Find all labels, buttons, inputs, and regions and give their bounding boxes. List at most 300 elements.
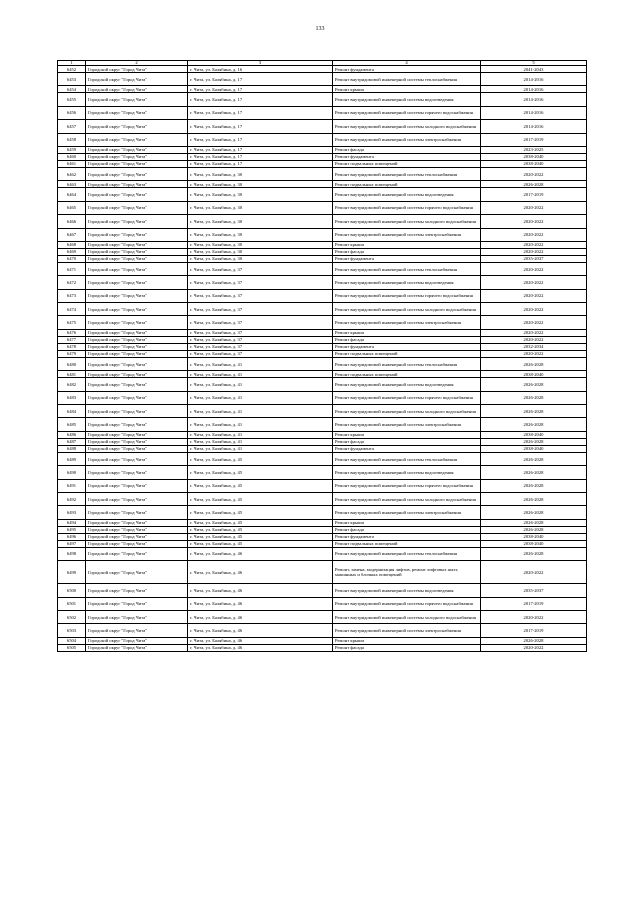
municipality-cell: Городской округ "Город Чита" xyxy=(86,167,188,180)
work-type-cell: Ремонт фасада xyxy=(333,146,481,153)
period-cell: 2020-2022 xyxy=(481,289,587,302)
municipality-cell: Городской округ "Город Чита" xyxy=(86,248,188,255)
period-cell: 2026-2028 xyxy=(481,391,587,404)
table-row xyxy=(58,561,587,584)
period-cell: 2014-2016 xyxy=(481,120,587,133)
period-cell: 2020-2022 xyxy=(481,241,587,248)
table-row xyxy=(58,241,587,248)
period-cell: 2014-2016 xyxy=(481,86,587,93)
row-number-cell: 6475 xyxy=(58,316,86,329)
work-type-cell: Ремонт крыши xyxy=(333,329,481,336)
period-cell: 2020-2022 xyxy=(481,329,587,336)
address-cell: г. Чита, ул. Балябина, д. 41 xyxy=(188,431,333,438)
table-row xyxy=(58,350,587,357)
table-row xyxy=(58,146,587,153)
table-row xyxy=(58,584,587,597)
row-number-cell: 6493 xyxy=(58,506,86,519)
period-cell: 2026-2028 xyxy=(481,466,587,479)
municipality-cell: Городской округ "Город Чита" xyxy=(86,255,188,262)
row-number-cell: 6468 xyxy=(58,241,86,248)
municipality-cell: Городской округ "Город Чита" xyxy=(86,316,188,329)
municipality-cell: Городской округ "Город Чита" xyxy=(86,262,188,275)
work-type-cell: Ремонт подвальных помещений xyxy=(333,540,481,547)
period-cell: 2020-2022 xyxy=(481,316,587,329)
column-header-3: 3 xyxy=(188,61,333,66)
table-row xyxy=(58,637,587,644)
period-cell: 2020-2022 xyxy=(481,262,587,275)
address-cell: г. Чита, ул. Балябина, д. 30 xyxy=(188,201,333,214)
column-header-2: 2 xyxy=(86,61,188,66)
work-type-cell: Ремонт внутридомовой инженерной системы горячего водоснабжения xyxy=(333,479,481,492)
work-type-cell: Ремонт внутридомовой инженерной системы водоотведения xyxy=(333,188,481,201)
table-row xyxy=(58,466,587,479)
municipality-cell: Городской округ "Город Чита" xyxy=(86,597,188,610)
address-cell: г. Чита, ул. Балябина, д. 45 xyxy=(188,452,333,465)
row-number-cell: 6470 xyxy=(58,255,86,262)
address-cell: г. Чита, ул. Балябина, д. 17 xyxy=(188,93,333,106)
period-cell: 2041-2043 xyxy=(481,66,587,73)
work-type-cell: Ремонт внутридомовой инженерной системы теплоснабжения xyxy=(333,547,481,560)
municipality-cell: Городской округ "Город Чита" xyxy=(86,303,188,316)
address-cell: г. Чита, ул. Балябина, д. 37 xyxy=(188,303,333,316)
table-row xyxy=(58,547,587,560)
period-cell: 2020-2022 xyxy=(481,167,587,180)
work-type-cell: Ремонт подвальных помещений xyxy=(333,160,481,167)
address-cell: г. Чита, ул. Балябина, д. 45 xyxy=(188,506,333,519)
address-cell: г. Чита, ул. Балябина, д. 41 xyxy=(188,371,333,378)
municipality-cell: Городской округ "Город Чита" xyxy=(86,215,188,228)
row-number-cell: 6489 xyxy=(58,452,86,465)
row-number-cell: 6482 xyxy=(58,378,86,391)
work-type-cell: Ремонт фасада xyxy=(333,336,481,343)
table-row xyxy=(58,303,587,316)
table-row xyxy=(58,153,587,160)
period-cell: 2026-2028 xyxy=(481,438,587,445)
period-cell: 2014-2016 xyxy=(481,73,587,86)
municipality-cell: Городской округ "Город Чита" xyxy=(86,540,188,547)
municipality-cell: Городской округ "Город Чита" xyxy=(86,146,188,153)
work-type-cell: Ремонт внутридомовой инженерной системы горячего водоснабжения xyxy=(333,597,481,610)
address-cell: г. Чита, ул. Балябина, д. 30 xyxy=(188,241,333,248)
row-number-cell: 6465 xyxy=(58,201,86,214)
work-type-cell: Ремонт крыши xyxy=(333,637,481,644)
page-number: 133 xyxy=(315,26,325,32)
municipality-cell: Городской округ "Город Чита" xyxy=(86,561,188,584)
municipality-cell: Городской округ "Город Чита" xyxy=(86,66,188,73)
address-cell: г. Чита, ул. Балябина, д. 41 xyxy=(188,438,333,445)
municipality-cell: Городской округ "Город Чита" xyxy=(86,610,188,623)
row-number-cell: 6490 xyxy=(58,466,86,479)
address-cell: г. Чита, ул. Балябина, д. 45 xyxy=(188,492,333,505)
table-row xyxy=(58,160,587,167)
period-cell: 2038-2040 xyxy=(481,153,587,160)
table-row xyxy=(58,597,587,610)
row-number-cell: 6484 xyxy=(58,405,86,418)
municipality-cell: Городской округ "Город Чита" xyxy=(86,644,188,651)
municipality-cell: Городской округ "Город Чита" xyxy=(86,492,188,505)
row-number-cell: 6462 xyxy=(58,167,86,180)
table-row xyxy=(58,452,587,465)
work-type-cell: Ремонт внутридомовой инженерной системы электроснабжения xyxy=(333,228,481,241)
period-cell: 2038-2040 xyxy=(481,533,587,540)
row-number-cell: 6476 xyxy=(58,329,86,336)
table-row xyxy=(58,371,587,378)
row-number-cell: 6494 xyxy=(58,519,86,526)
work-type-cell: Ремонт внутридомовой инженерной системы теплоснабжения xyxy=(333,167,481,180)
work-type-cell: Ремонт крыши xyxy=(333,241,481,248)
row-number-cell: 6505 xyxy=(58,644,86,651)
period-cell: 2017-2019 xyxy=(481,624,587,637)
period-cell: 2020-2022 xyxy=(481,303,587,316)
address-cell: г. Чита, ул. Балябина, д. 46 xyxy=(188,624,333,637)
period-cell: 2014-2016 xyxy=(481,106,587,119)
table-row xyxy=(58,526,587,533)
municipality-cell: Городской округ "Город Чита" xyxy=(86,637,188,644)
work-type-cell: Ремонт внутридомовой инженерной системы водоотведения xyxy=(333,584,481,597)
municipality-cell: Городской округ "Город Чита" xyxy=(86,133,188,146)
work-type-cell: Ремонт, замена, модернизация лифтов, ремонт лифтовых шахт, машинных и блочных помещений xyxy=(333,561,481,584)
row-number-cell: 6492 xyxy=(58,492,86,505)
table-row xyxy=(58,316,587,329)
address-cell: г. Чита, ул. Балябина, д. 41 xyxy=(188,405,333,418)
municipality-cell: Городской округ "Город Чита" xyxy=(86,466,188,479)
municipality-cell: Городской округ "Город Чита" xyxy=(86,329,188,336)
row-number-cell: 6504 xyxy=(58,637,86,644)
address-cell: г. Чита, ул. Балябина, д. 17 xyxy=(188,106,333,119)
table-row xyxy=(58,215,587,228)
table-row xyxy=(58,73,587,86)
address-cell: г. Чита, ул. Балябина, д. 17 xyxy=(188,120,333,133)
table-row xyxy=(58,343,587,350)
work-type-cell: Ремонт крыши xyxy=(333,431,481,438)
address-cell: г. Чита, ул. Балябина, д. 30 xyxy=(188,167,333,180)
work-type-cell: Ремонт внутридомовой инженерной системы холодного водоснабжения xyxy=(333,215,481,228)
address-cell: г. Чита, ул. Балябина, д. 45 xyxy=(188,540,333,547)
address-cell: г. Чита, ул. Балябина, д. 30 xyxy=(188,255,333,262)
work-type-cell: Ремонт крыши xyxy=(333,519,481,526)
address-cell: г. Чита, ул. Балябина, д. 46 xyxy=(188,547,333,560)
address-cell: г. Чита, ул. Балябина, д. 17 xyxy=(188,73,333,86)
table-row xyxy=(58,533,587,540)
table-row xyxy=(58,228,587,241)
row-number-cell: 6486 xyxy=(58,431,86,438)
column-header-1: 1 xyxy=(58,61,86,66)
row-number-cell: 6483 xyxy=(58,391,86,404)
work-type-cell: Ремонт фасада xyxy=(333,526,481,533)
period-cell: 2026-2028 xyxy=(481,519,587,526)
address-cell: г. Чита, ул. Балябина, д. 30 xyxy=(188,188,333,201)
work-type-cell: Ремонт подвальных помещений xyxy=(333,181,481,188)
row-number-cell: 6491 xyxy=(58,479,86,492)
work-type-cell: Ремонт внутридомовой инженерной системы холодного водоснабжения xyxy=(333,303,481,316)
address-cell: г. Чита, ул. Балябина, д. 17 xyxy=(188,133,333,146)
period-cell: 2026-2028 xyxy=(481,479,587,492)
period-cell: 2038-2040 xyxy=(481,540,587,547)
work-type-cell: Ремонт фундамента xyxy=(333,153,481,160)
municipality-cell: Городской округ "Город Чита" xyxy=(86,378,188,391)
address-cell: г. Чита, ул. Балябина, д. 46 xyxy=(188,561,333,584)
table-row xyxy=(58,418,587,431)
row-number-cell: 6453 xyxy=(58,73,86,86)
municipality-cell: Городской округ "Город Чита" xyxy=(86,533,188,540)
row-number-cell: 6474 xyxy=(58,303,86,316)
table-row xyxy=(58,405,587,418)
work-type-cell: Ремонт внутридомовой инженерной системы водоотведения xyxy=(333,466,481,479)
municipality-cell: Городской округ "Город Чита" xyxy=(86,86,188,93)
work-type-cell: Ремонт внутридомовой инженерной системы водоотведения xyxy=(333,276,481,289)
work-type-cell: Ремонт фундамента xyxy=(333,255,481,262)
municipality-cell: Городской округ "Город Чита" xyxy=(86,519,188,526)
address-cell: г. Чита, ул. Балябина, д. 46 xyxy=(188,597,333,610)
row-number-cell: 6458 xyxy=(58,133,86,146)
row-number-cell: 6452 xyxy=(58,66,86,73)
row-number-cell: 6469 xyxy=(58,248,86,255)
table-row xyxy=(58,133,587,146)
work-type-cell: Ремонт внутридомовой инженерной системы теплоснабжения xyxy=(333,262,481,275)
address-cell: г. Чита, ул. Балябина, д. 30 xyxy=(188,215,333,228)
row-number-cell: 6480 xyxy=(58,357,86,370)
work-type-cell: Ремонт фундамента xyxy=(333,343,481,350)
row-number-cell: 6479 xyxy=(58,350,86,357)
address-cell: г. Чита, ул. Балябина, д. 46 xyxy=(188,584,333,597)
municipality-cell: Городской округ "Город Чита" xyxy=(86,153,188,160)
address-cell: г. Чита, ул. Балябина, д. 37 xyxy=(188,343,333,350)
table-row xyxy=(58,492,587,505)
municipality-cell: Городской округ "Город Чита" xyxy=(86,289,188,302)
address-cell: г. Чита, ул. Балябина, д. 46 xyxy=(188,644,333,651)
table-row xyxy=(58,248,587,255)
address-cell: г. Чита, ул. Балябина, д. 45 xyxy=(188,519,333,526)
municipality-cell: Городской округ "Город Чита" xyxy=(86,506,188,519)
address-cell: г. Чита, ул. Балябина, д. 37 xyxy=(188,329,333,336)
address-cell: г. Чита, ул. Балябина, д. 30 xyxy=(188,248,333,255)
row-number-cell: 6500 xyxy=(58,584,86,597)
municipality-cell: Городской округ "Город Чита" xyxy=(86,584,188,597)
row-number-cell: 6488 xyxy=(58,445,86,452)
table-row xyxy=(58,120,587,133)
table-row xyxy=(58,445,587,452)
table-row xyxy=(58,506,587,519)
work-type-cell: Ремонт внутридомовой инженерной системы теплоснабжения xyxy=(333,452,481,465)
municipality-cell: Городской округ "Город Чита" xyxy=(86,479,188,492)
table-row xyxy=(58,86,587,93)
table-row xyxy=(58,431,587,438)
work-type-cell: Ремонт внутридомовой инженерной системы холодного водоснабжения xyxy=(333,405,481,418)
row-number-cell: 6478 xyxy=(58,343,86,350)
address-cell: г. Чита, ул. Балябина, д. 37 xyxy=(188,262,333,275)
work-type-cell: Ремонт внутридомовой инженерной системы электроснабжения xyxy=(333,506,481,519)
work-type-cell: Ремонт фундамента xyxy=(333,66,481,73)
period-cell: 2038-2040 xyxy=(481,160,587,167)
period-cell: 2032-2034 xyxy=(481,343,587,350)
period-cell: 2017-2019 xyxy=(481,188,587,201)
table-row xyxy=(58,201,587,214)
address-cell: г. Чита, ул. Балябина, д. 41 xyxy=(188,418,333,431)
address-cell: г. Чита, ул. Балябина, д. 45 xyxy=(188,479,333,492)
row-number-cell: 6502 xyxy=(58,610,86,623)
table-row xyxy=(58,391,587,404)
row-number-cell: 6459 xyxy=(58,146,86,153)
row-number-cell: 6463 xyxy=(58,181,86,188)
table-row xyxy=(58,106,587,119)
table-row xyxy=(58,624,587,637)
table-row xyxy=(58,289,587,302)
period-cell: 2020-2022 xyxy=(481,276,587,289)
row-number-cell: 6456 xyxy=(58,106,86,119)
period-cell: 2026-2028 xyxy=(481,506,587,519)
municipality-cell: Городской округ "Город Чита" xyxy=(86,241,188,248)
table-row xyxy=(58,378,587,391)
table-row xyxy=(58,329,587,336)
period-cell: 2038-2040 xyxy=(481,371,587,378)
municipality-cell: Городской округ "Город Чита" xyxy=(86,106,188,119)
period-cell: 2026-2028 xyxy=(481,181,587,188)
municipality-cell: Городской округ "Город Чита" xyxy=(86,357,188,370)
municipality-cell: Городской округ "Город Чита" xyxy=(86,350,188,357)
municipality-cell: Городской округ "Город Чита" xyxy=(86,160,188,167)
period-cell: 2026-2028 xyxy=(481,378,587,391)
address-cell: г. Чита, ул. Балябина, д. 41 xyxy=(188,391,333,404)
period-cell: 2020-2022 xyxy=(481,610,587,623)
work-type-cell: Ремонт внутридомовой инженерной системы теплоснабжения xyxy=(333,357,481,370)
work-type-cell: Ремонт внутридомовой инженерной системы теплоснабжения xyxy=(333,73,481,86)
address-cell: г. Чита, ул. Балябина, д. 37 xyxy=(188,350,333,357)
row-number-cell: 6503 xyxy=(58,624,86,637)
address-cell: г. Чита, ул. Балябина, д. 41 xyxy=(188,445,333,452)
row-number-cell: 6457 xyxy=(58,120,86,133)
municipality-cell: Городской округ "Город Чита" xyxy=(86,201,188,214)
work-type-cell: Ремонт внутридомовой инженерной системы холодного водоснабжения xyxy=(333,610,481,623)
address-cell: г. Чита, ул. Балябина, д. 41 xyxy=(188,357,333,370)
period-cell: 2026-2028 xyxy=(481,492,587,505)
table-row xyxy=(58,336,587,343)
work-type-cell: Ремонт фасада xyxy=(333,248,481,255)
address-cell: г. Чита, ул. Балябина, д. 37 xyxy=(188,289,333,302)
row-number-cell: 6473 xyxy=(58,289,86,302)
period-cell: 2038-2040 xyxy=(481,445,587,452)
period-cell: 2038-2040 xyxy=(481,431,587,438)
municipality-cell: Городской округ "Город Чита" xyxy=(86,547,188,560)
work-type-cell: Ремонт подвальных помещений xyxy=(333,371,481,378)
period-cell: 2020-2022 xyxy=(481,561,587,584)
address-cell: г. Чита, ул. Балябина, д. 37 xyxy=(188,276,333,289)
period-cell: 2014-2016 xyxy=(481,93,587,106)
table-row xyxy=(58,262,587,275)
period-cell: 2026-2028 xyxy=(481,526,587,533)
address-cell: г. Чита, ул. Балябина, д. 41 xyxy=(188,378,333,391)
municipality-cell: Городской округ "Город Чита" xyxy=(86,405,188,418)
municipality-cell: Городской округ "Город Чита" xyxy=(86,343,188,350)
period-cell: 2026-2028 xyxy=(481,418,587,431)
work-type-cell: Ремонт внутридомовой инженерной системы электроснабжения xyxy=(333,133,481,146)
address-cell: г. Чита, ул. Балябина, д. 46 xyxy=(188,637,333,644)
period-cell: 2026-2028 xyxy=(481,357,587,370)
column-header-4: 4 xyxy=(333,61,481,66)
work-type-cell: Ремонт фасада xyxy=(333,438,481,445)
municipality-cell: Городской округ "Город Чита" xyxy=(86,452,188,465)
table-row xyxy=(58,93,587,106)
row-number-cell: 6495 xyxy=(58,526,86,533)
period-cell: 2035-2037 xyxy=(481,584,587,597)
work-type-cell: Ремонт внутридомовой инженерной системы горячего водоснабжения xyxy=(333,106,481,119)
row-number-cell: 6466 xyxy=(58,215,86,228)
table-row xyxy=(58,188,587,201)
municipality-cell: Городской округ "Город Чита" xyxy=(86,438,188,445)
work-type-cell: Ремонт фундамента xyxy=(333,445,481,452)
work-type-cell: Ремонт крыши xyxy=(333,86,481,93)
municipality-cell: Городской округ "Город Чита" xyxy=(86,93,188,106)
address-cell: г. Чита, ул. Балябина, д. 30 xyxy=(188,181,333,188)
period-cell: 2020-2022 xyxy=(481,201,587,214)
row-number-cell: 6496 xyxy=(58,533,86,540)
row-number-cell: 6454 xyxy=(58,86,86,93)
work-type-cell: Ремонт внутридомовой инженерной системы холодного водоснабжения xyxy=(333,492,481,505)
period-cell: 2020-2022 xyxy=(481,336,587,343)
address-cell: г. Чита, ул. Балябина, д. 17 xyxy=(188,146,333,153)
row-number-cell: 6501 xyxy=(58,597,86,610)
period-cell: 2026-2028 xyxy=(481,452,587,465)
work-type-cell: Ремонт внутридомовой инженерной системы электроснабжения xyxy=(333,418,481,431)
period-cell: 2020-2022 xyxy=(481,350,587,357)
table-row xyxy=(58,357,587,370)
work-type-cell: Ремонт внутридомовой инженерной системы водоотведения xyxy=(333,378,481,391)
work-type-cell: Ремонт фасада xyxy=(333,644,481,651)
municipality-cell: Городской округ "Город Чита" xyxy=(86,371,188,378)
work-type-cell: Ремонт внутридомовой инженерной системы горячего водоснабжения xyxy=(333,391,481,404)
period-cell: 2035-2037 xyxy=(481,255,587,262)
address-cell: г. Чита, ул. Балябина, д. 45 xyxy=(188,533,333,540)
municipality-cell: Городской округ "Город Чита" xyxy=(86,624,188,637)
table-row xyxy=(58,519,587,526)
period-cell: 2026-2028 xyxy=(481,405,587,418)
address-cell: г. Чита, ул. Балябина, д. 45 xyxy=(188,466,333,479)
row-number-cell: 6461 xyxy=(58,160,86,167)
work-type-cell: Ремонт внутридомовой инженерной системы холодного водоснабжения xyxy=(333,120,481,133)
address-cell: г. Чита, ул. Балябина, д. 30 xyxy=(188,228,333,241)
row-number-cell: 6472 xyxy=(58,276,86,289)
municipality-cell: Городской округ "Город Чита" xyxy=(86,181,188,188)
table-row xyxy=(58,255,587,262)
period-cell: 2020-2022 xyxy=(481,248,587,255)
period-cell: 2017-2019 xyxy=(481,133,587,146)
municipality-cell: Городской округ "Город Чита" xyxy=(86,445,188,452)
row-number-cell: 6481 xyxy=(58,371,86,378)
municipality-cell: Городской округ "Город Чита" xyxy=(86,336,188,343)
municipality-cell: Городской округ "Город Чита" xyxy=(86,73,188,86)
table-row xyxy=(58,276,587,289)
table-row xyxy=(58,66,587,73)
table-row xyxy=(58,644,587,651)
period-cell: 2026-2028 xyxy=(481,547,587,560)
address-cell: г. Чита, ул. Балябина, д. 37 xyxy=(188,316,333,329)
work-type-cell: Ремонт внутридомовой инженерной системы горячего водоснабжения xyxy=(333,201,481,214)
work-type-cell: Ремонт внутридомовой инженерной системы электроснабжения xyxy=(333,316,481,329)
registry-table xyxy=(57,60,587,652)
address-cell: г. Чита, ул. Балябина, д. 17 xyxy=(188,86,333,93)
row-number-cell: 6471 xyxy=(58,262,86,275)
work-type-cell: Ремонт подвальных помещений xyxy=(333,350,481,357)
row-number-cell: 6485 xyxy=(58,418,86,431)
table-row xyxy=(58,540,587,547)
column-header-5: 5 xyxy=(481,61,587,66)
address-cell: г. Чита, ул. Балябина, д. 46 xyxy=(188,610,333,623)
row-number-cell: 6497 xyxy=(58,540,86,547)
work-type-cell: Ремонт внутридомовой инженерной системы водоотведения xyxy=(333,93,481,106)
municipality-cell: Городской округ "Город Чита" xyxy=(86,188,188,201)
period-cell: 2026-2028 xyxy=(481,637,587,644)
row-number-cell: 6467 xyxy=(58,228,86,241)
period-cell: 2020-2022 xyxy=(481,215,587,228)
